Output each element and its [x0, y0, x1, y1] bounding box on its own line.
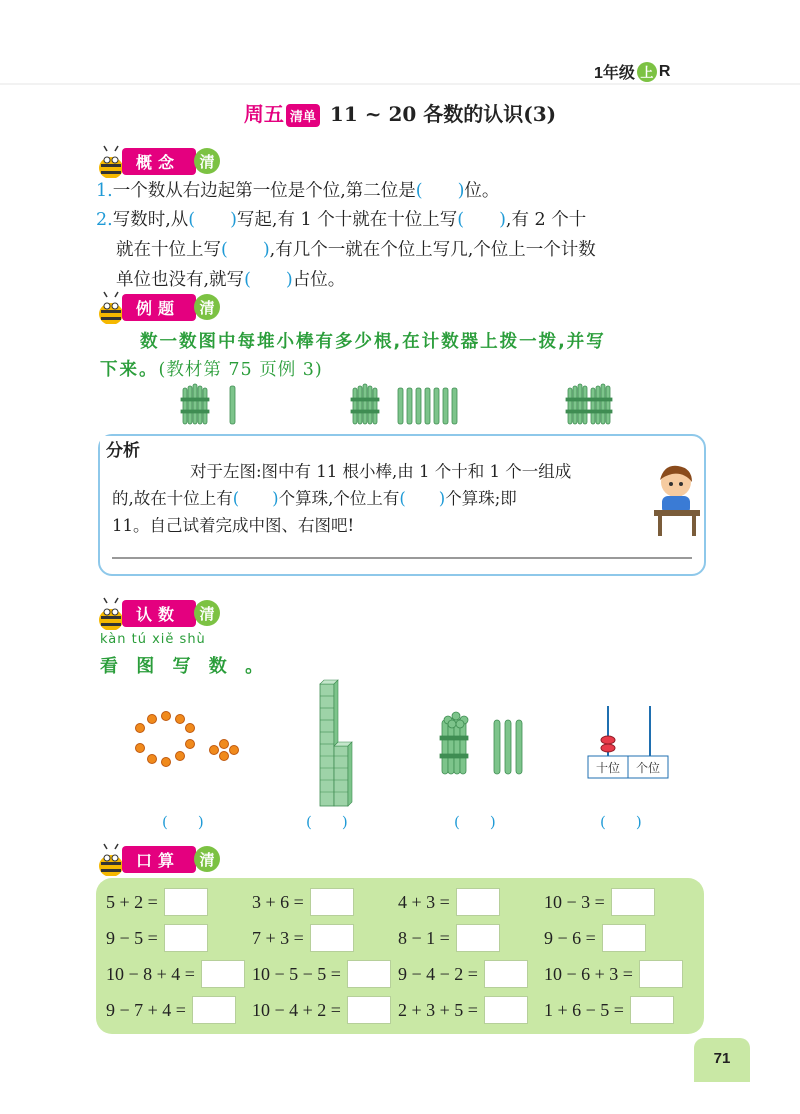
section-concept-label: 概念 [122, 148, 196, 175]
oral-expr: 10 − 8 + 4 = [106, 963, 195, 984]
q2-line2-b: ,有几个一就在个位上写几,个位上一个计数 [269, 240, 596, 260]
title-text: 11 ~ 20 各数的认识(3) [329, 102, 557, 126]
oral-answer-box[interactable] [310, 924, 354, 952]
recognize-prompt: 看 图 写 数 。 [100, 656, 270, 677]
example-line-1: 数一数图中每堆小棒有多少根,在计数器上拨一拨,并写 [140, 332, 606, 352]
answer-blank-3[interactable]: ( ) [454, 813, 496, 831]
q2-blank-1[interactable]: ( ) [188, 210, 237, 230]
bundle-middle [351, 384, 379, 424]
section-recognize-label: 认数 [122, 600, 196, 627]
example-line-2a: 下来。 [100, 360, 159, 380]
answer-blank-1[interactable]: ( ) [162, 813, 204, 831]
single-stick [230, 386, 235, 424]
abacus-bead [601, 736, 615, 744]
q1-blank[interactable]: ( ) [415, 181, 465, 201]
oral-expr: 10 − 3 = [544, 891, 605, 912]
grade-label [594, 60, 670, 83]
oral-calc-grid [106, 884, 696, 1028]
oral-expr: 9 − 5 = [106, 927, 158, 948]
example-prompt [100, 328, 710, 384]
oral-answer-box[interactable] [630, 996, 674, 1024]
title-prefix: 周五 [243, 102, 284, 126]
oral-expr: 10 − 4 + 2 = [252, 999, 341, 1020]
dots-group [210, 740, 239, 761]
analysis-line-2c: 个算珠;即 [445, 489, 517, 508]
analysis-line-3: 11。自己试着完成中图、右图吧! [112, 516, 355, 535]
answer-blank-4[interactable]: ( ) [600, 813, 642, 831]
analysis-text [112, 458, 652, 539]
q2-line3-b: 占位。 [292, 270, 346, 290]
analysis-blank-2[interactable]: ( ) [399, 489, 446, 508]
section-oral-label: 口算 [122, 846, 196, 873]
q1-number: 1. [96, 181, 113, 201]
bundle-left [181, 384, 209, 424]
page-number: 71 [694, 1038, 750, 1082]
section-concept-header [96, 144, 220, 178]
oral-answer-box[interactable] [347, 960, 391, 988]
section-oral-qing: 清 [194, 846, 220, 872]
analysis-line-1: 对于左图:图中有 11 根小棒,由 1 个十和 1 个一组成 [190, 462, 572, 481]
oral-answer-box[interactable] [347, 996, 391, 1024]
oral-row [106, 920, 696, 956]
q2-line3-a: 单位也没有,就写 [116, 270, 245, 290]
oral-answer-box[interactable] [164, 888, 208, 916]
grade-mark: 上 [637, 62, 657, 82]
abacus-bead [601, 744, 615, 752]
grade-suffix: R [658, 62, 671, 80]
example-line-2b: (教材第 75 页例 3) [158, 360, 323, 380]
oral-answer-box[interactable] [611, 888, 655, 916]
oral-answer-box[interactable] [456, 888, 500, 916]
analysis-line-2b: 个算珠,个位上有 [278, 489, 400, 508]
example-sticks-figure [180, 380, 620, 428]
oral-expr: 9 − 6 = [544, 927, 596, 948]
section-example-header [96, 290, 220, 324]
student-icon [652, 462, 704, 538]
grade-prefix: 1年级 [594, 65, 635, 82]
q1-text-a: 一个数从右边起第一位是个位,第二位是 [112, 181, 416, 201]
oral-row [106, 884, 696, 920]
dots-ring [136, 712, 195, 767]
recognize-pinyin: kàn tú xiě shù [100, 632, 206, 647]
q2-blank-2[interactable]: ( ) [457, 210, 506, 230]
q1-text-b: 位。 [464, 181, 500, 201]
section-oral-header [96, 842, 220, 876]
section-concept-qing: 清 [194, 148, 220, 174]
oral-answer-box[interactable] [484, 960, 528, 988]
oral-expr: 10 − 5 − 5 = [252, 963, 341, 984]
oral-row [106, 956, 696, 992]
q2-line1-a: 写数时,从 [112, 210, 189, 230]
section-recognize-header [96, 596, 220, 630]
recognize-singles [494, 720, 522, 774]
q2-line1-b: 写起,有 1 个十就在十位上写 [236, 210, 458, 230]
q2-number: 2. [96, 210, 113, 230]
oral-answer-box[interactable] [164, 924, 208, 952]
q2-blank-3[interactable]: ( ) [221, 240, 270, 260]
oral-answer-box[interactable] [456, 924, 500, 952]
oral-expr: 2 + 3 + 5 = [398, 999, 478, 1020]
oral-expr: 9 − 4 − 2 = [398, 963, 478, 984]
section-example-qing: 清 [194, 294, 220, 320]
oral-answer-box[interactable] [602, 924, 646, 952]
oral-expr: 1 + 6 − 5 = [544, 999, 624, 1020]
oral-answer-box[interactable] [310, 888, 354, 916]
q2-line1-c: ,有 2 个十 [505, 210, 587, 230]
oral-answer-box[interactable] [484, 996, 528, 1024]
oral-expr: 3 + 6 = [252, 891, 304, 912]
header-rule [0, 48, 800, 88]
title-badge: 清单 [286, 104, 320, 127]
oral-answer-box[interactable] [639, 960, 683, 988]
section-example-label: 例题 [122, 294, 196, 321]
recognize-figures [100, 676, 700, 816]
oral-expr: 9 − 7 + 4 = [106, 999, 186, 1020]
oral-answer-box[interactable] [201, 960, 245, 988]
singles-middle [398, 388, 457, 424]
q2-blank-4[interactable]: ( ) [244, 270, 293, 290]
bundles-right [566, 384, 612, 424]
oral-expr: 5 + 2 = [106, 891, 158, 912]
analysis-line-2a: 的,故在十位上有 [112, 489, 233, 508]
abacus-ones-label: 个位 [635, 761, 661, 775]
oral-expr: 10 − 6 + 3 = [544, 963, 633, 984]
oral-row [106, 992, 696, 1028]
answer-blank-2[interactable]: ( ) [306, 813, 348, 831]
section-recognize-qing: 清 [194, 600, 220, 626]
concept-question-1 [96, 176, 716, 206]
concept-question-2 [96, 205, 716, 295]
page-title [0, 98, 800, 127]
analysis-answer-line [112, 556, 692, 560]
oral-answer-box[interactable] [192, 996, 236, 1024]
analysis-blank-1[interactable]: ( ) [232, 489, 279, 508]
recognize-bundle [440, 712, 468, 774]
oral-expr: 8 − 1 = [398, 927, 450, 948]
abacus-tens-label: 十位 [595, 761, 621, 775]
q2-line2-a: 就在十位上写 [116, 240, 221, 260]
analysis-tag: 分析 [100, 436, 146, 461]
oral-expr: 7 + 3 = [252, 927, 304, 948]
oral-expr: 4 + 3 = [398, 891, 450, 912]
